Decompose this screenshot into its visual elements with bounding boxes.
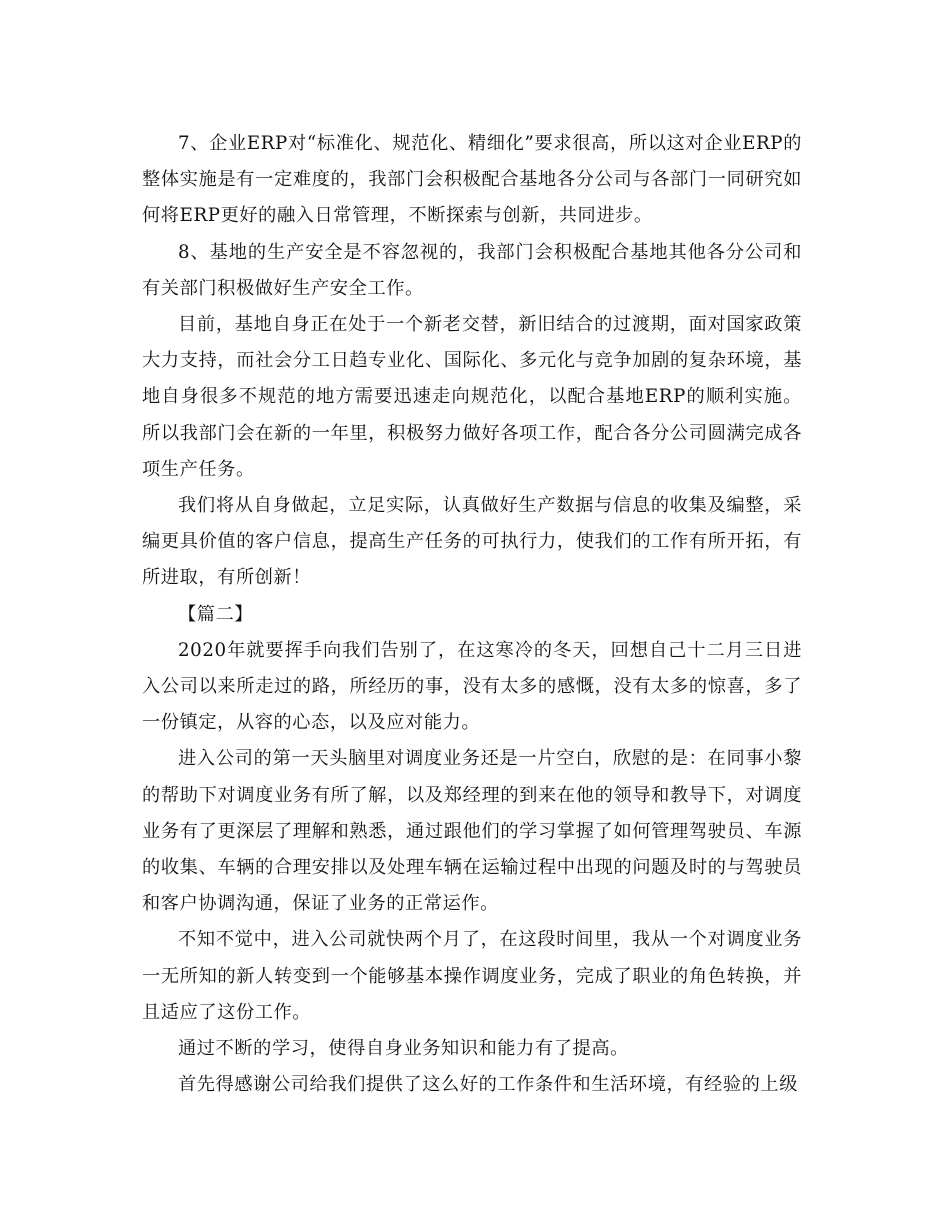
section-heading: 【篇二】 xyxy=(178,603,254,625)
paragraph-item-8: 8、基地的生产安全是不容忽视的，我部门会积极配合基地其他各分公司和有关部门积极做好生产安全工作。 xyxy=(142,241,802,299)
paragraph-learning: 通过不断的学习，使得自身业务知识和能力有了提高。 xyxy=(178,1038,629,1060)
paragraph-item-7: 7、企业ERP对“标准化、规范化、精细化”要求很高，所以这对企业ERP的整体实施是有一定难度的，我部门会积极配合基地各分公司与各部门一同研究如何将ERP更好的融入日常管理，不断探索与创新，共同进步。 xyxy=(142,133,802,227)
document-body xyxy=(142,126,802,1103)
paragraph-thanks: 首先得感谢公司给我们提供了这么好的工作条件和生活环境，有经验的上级 xyxy=(178,1074,798,1096)
paragraph-two-months: 不知不觉中，进入公司就快两个月了，在这段时间里，我从一个对调度业务一无所知的新人转变到一个能够基本操作调度业务，完成了职业的角色转换，并且适应了这份工作。 xyxy=(142,929,802,1023)
paragraph-first-day: 进入公司的第一天头脑里对调度业务还是一片空白，欣慰的是：在同事小黎的帮助下对调度业务有所了解，以及郑经理的到来在他的领导和教导下，对调度业务有了更深层了理解和熟悉，通过跟他们的学习掌握了如何管理驾驶员、车源的收集、车辆的合理安排以及处理车辆在运输过程中出现的问题及时的与驾驶员和客户协调沟通，保证了业务的正常运作。 xyxy=(142,748,802,915)
paragraph-current-situation: 目前，基地自身正在处于一个新老交替，新旧结合的过渡期，面对国家政策大力支持，而社会分工日趋专业化、国际化、多元化与竞争加剧的复杂环境，基地自身很多不规范的地方需要迅速走向规范化，以配合基地ERP的顺利实施。所以我部门会在新的一年里，积极努力做好各项工作，配合各分公司圆满完成各项生产任务。 xyxy=(142,314,802,480)
paragraph-commitment: 我们将从自身做起，立足实际，认真做好生产数据与信息的收集及编整，采编更具价值的客户信息，提高生产任务的可执行力，使我们的工作有所开拓，有所进取，有所创新！ xyxy=(142,495,802,589)
paragraph-year-end: 2020年就要挥手向我们告别了，在这寒冷的冬天，回想自己十二月三日进入公司以来所走过的路，所经历的事，没有太多的感慨，没有太多的惊喜，多了一份镇定，从容的心态，以及应对能力。 xyxy=(142,639,802,734)
